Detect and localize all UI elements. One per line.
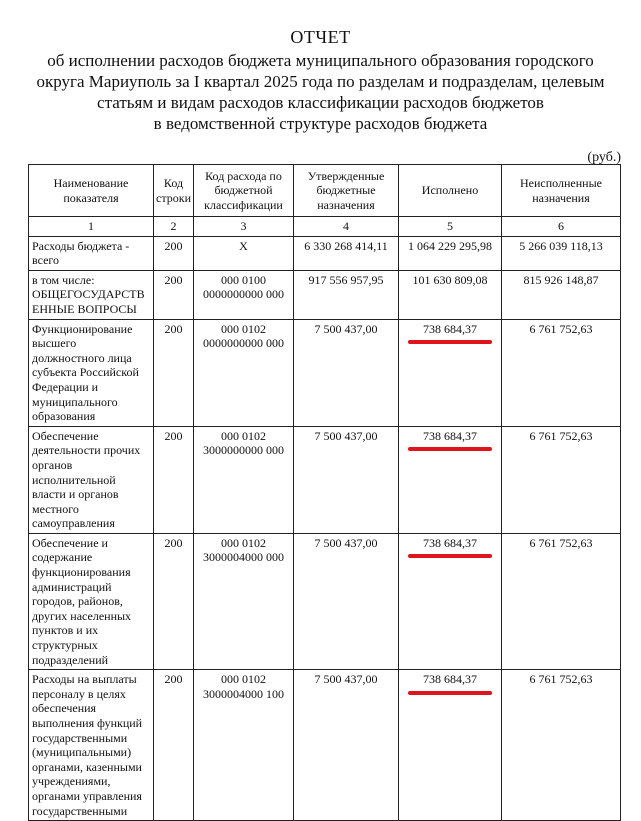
row-code — [154, 270, 194, 319]
row-name-text: Расходы на выплаты персоналу в целях обеспечения выполнения функций государственными (муниципальными) органами, казенными учреждениями, органами управления государственными — [32, 672, 143, 818]
row-undone — [502, 236, 621, 270]
row-name — [29, 319, 154, 426]
row-class — [194, 426, 294, 533]
subtitle-line: в ведомственной структуре расходов бюджета — [153, 114, 488, 133]
row-code-text: 200 — [164, 321, 183, 336]
row-class — [194, 236, 294, 270]
row-class-text: 000 0102 3000004000 000 — [203, 535, 284, 565]
row-done-text: 738 684,37 — [423, 321, 477, 336]
row-undone-text: 6 761 752,63 — [529, 321, 593, 336]
report-table — [28, 164, 621, 821]
table-body — [29, 236, 621, 821]
col-number: 1 — [29, 217, 154, 237]
row-class-text: 000 0100 0000000000 000 — [203, 272, 284, 302]
row-name-text: Обеспечение деятельности прочих органов исполнительной власти и органов местного самоуправления — [32, 428, 141, 531]
row-done-text: 738 684,37 — [423, 535, 477, 550]
row-name — [29, 236, 154, 270]
row-approved-text: 7 500 437,00 — [314, 672, 378, 687]
highlight-underline — [408, 340, 492, 344]
row-name — [29, 670, 154, 821]
table-row — [29, 270, 621, 319]
row-done — [399, 236, 502, 270]
row-name — [29, 533, 154, 669]
row-undone — [502, 670, 621, 821]
row-approved-text: 7 500 437,00 — [314, 321, 378, 336]
row-class — [194, 670, 294, 821]
row-undone-text: 6 761 752,63 — [529, 672, 593, 687]
col-number: 3 — [194, 217, 294, 237]
report-header — [0, 26, 641, 134]
row-class-text: 000 0102 0000000000 000 — [203, 321, 284, 351]
currency-unit: (руб.) — [587, 150, 621, 165]
row-name — [29, 270, 154, 319]
subtitle-line: об исполнении расходов бюджета муниципального образования городского — [47, 51, 594, 70]
row-done-text: 738 684,37 — [423, 428, 477, 443]
report-subtitle — [0, 50, 641, 134]
row-approved-text: 7 500 437,00 — [314, 428, 378, 443]
col-number: 6 — [502, 217, 621, 237]
header-approved: Утвержденные бюджетные назначения — [294, 165, 399, 217]
row-done-text: 101 630 809,08 — [412, 272, 488, 287]
row-code — [154, 319, 194, 426]
row-code-text: 200 — [164, 535, 183, 550]
header-row — [29, 165, 621, 217]
row-code — [154, 533, 194, 669]
row-class-text: 000 0102 3000004000 100 — [203, 672, 284, 701]
row-approved — [294, 426, 399, 533]
row-approved-text: 6 330 268 414,11 — [304, 238, 388, 253]
row-done — [399, 319, 502, 426]
row-undone — [502, 319, 621, 426]
row-approved — [294, 533, 399, 669]
row-code — [154, 670, 194, 821]
row-undone — [502, 533, 621, 669]
row-done — [399, 426, 502, 533]
row-done — [399, 670, 502, 821]
row-code-text: 200 — [164, 672, 183, 687]
col-number: 5 — [399, 217, 502, 237]
row-done-text: 738 684,37 — [423, 672, 477, 687]
table-row — [29, 426, 621, 533]
header-undone: Неисполненные назначения — [502, 165, 621, 217]
header-name: Наименование показателя — [29, 165, 154, 217]
row-approved — [294, 670, 399, 821]
row-done — [399, 270, 502, 319]
row-approved — [294, 236, 399, 270]
row-done-text: 1 064 229 295,98 — [408, 238, 492, 253]
row-class — [194, 533, 294, 669]
table-row — [29, 533, 621, 669]
row-undone-text: 6 761 752,63 — [529, 535, 593, 550]
row-name — [29, 426, 154, 533]
row-undone-text: 6 761 752,63 — [529, 428, 593, 443]
row-class-text: 000 0102 3000000000 000 — [203, 428, 284, 458]
report-title: ОТЧЕТ — [290, 27, 351, 47]
row-undone-text: 5 266 039 118,13 — [519, 238, 603, 253]
row-class — [194, 319, 294, 426]
header-done: Исполнено — [399, 165, 502, 217]
row-undone — [502, 270, 621, 319]
highlight-underline — [408, 447, 492, 451]
subtitle-line: статьям и видам расходов классификации расходов бюджетов — [97, 93, 544, 112]
row-approved-text: 7 500 437,00 — [314, 535, 378, 550]
row-code-text: 200 — [164, 272, 183, 287]
row-class — [194, 270, 294, 319]
row-approved-text: 917 556 957,95 — [308, 272, 384, 287]
row-name-text: Расходы бюджета - всего — [32, 238, 130, 268]
row-name-text: Обеспечение и содержание функционирования администраций городов, районов, других населенных пунктов и их структурных подразделений — [32, 535, 132, 667]
row-done — [399, 533, 502, 669]
row-approved — [294, 270, 399, 319]
table-row — [29, 236, 621, 270]
header-class: Код расхода по бюджетной классификации — [194, 165, 294, 217]
row-undone — [502, 426, 621, 533]
col-number: 2 — [154, 217, 194, 237]
col-number: 4 — [294, 217, 399, 237]
column-number-row — [29, 217, 621, 237]
row-undone-text: 815 926 148,87 — [523, 272, 599, 287]
highlight-underline — [408, 691, 492, 695]
highlight-underline — [408, 554, 492, 558]
row-class-text: X — [239, 238, 248, 253]
table-row — [29, 670, 621, 821]
table-row — [29, 319, 621, 426]
row-name-text: Функционирование высшего должностного лица субъекта Российской Федерации и муниципального образования — [32, 321, 139, 424]
row-approved — [294, 319, 399, 426]
row-code-text: 200 — [164, 238, 183, 253]
row-name-text: в том числе: ОБЩЕГОСУДАРСТВ ЕННЫЕ ВОПРОСЫ — [32, 272, 145, 316]
row-code-text: 200 — [164, 428, 183, 443]
row-code — [154, 426, 194, 533]
subtitle-line: округа Мариуполь за I квартал 2025 года по разделам и подразделам, целевым — [36, 72, 605, 91]
row-code — [154, 236, 194, 270]
header-code: Код строки — [154, 165, 194, 217]
